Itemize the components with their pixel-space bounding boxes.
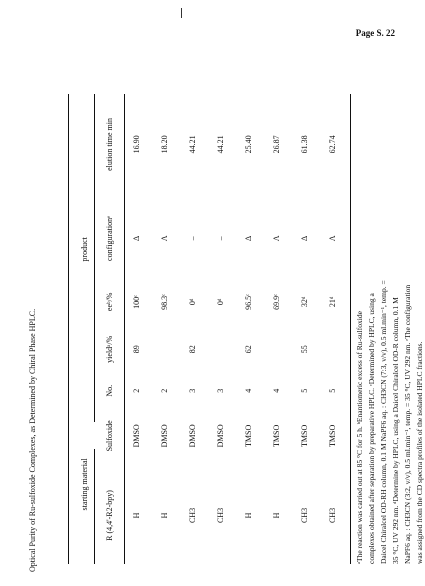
cell-no: 2 (131, 388, 141, 393)
cell-no: 5 (299, 388, 309, 393)
cell-sulfoxide: TMSO (271, 424, 281, 447)
footnote-line: was assigned from the CD spectra profiles of the isolated HPLC fractions. (415, 341, 424, 564)
cell-yield (262, 322, 290, 377)
footnote-line: NaPF6 aq. : CH3CN (3:2, v/v), 0.5 ml.min⁻¹, temp. = 35 °C, UV 292 nm. ᵉThe configuration (403, 284, 412, 564)
cell-yield: 55 (299, 345, 309, 354)
table-row (234, 94, 262, 564)
cell-ee: 98.3ᶜ (159, 293, 169, 310)
col-header-yield: yieldᵃ/% (104, 335, 114, 363)
cell-configuration: Λ (327, 235, 337, 242)
table-row (206, 94, 234, 564)
col-header-r: R (4,4'-R2-bpy) (104, 490, 114, 541)
cell-r: H (243, 512, 253, 519)
table-row (178, 94, 206, 564)
bottom-rule (350, 94, 351, 564)
footnote-line: ᵃThe reaction was carried out at 85 °C for 5 h. ᵇEnantiomeric excess of Ru-sulfoxide (355, 311, 364, 564)
cell-r: H (131, 512, 141, 519)
cell-no: 5 (327, 388, 337, 393)
page-number: Page S. 22 (355, 28, 395, 38)
cell-r: H (271, 512, 281, 519)
cell-ee: 0ᵈ (187, 298, 197, 306)
cell-r: CH3 (187, 507, 197, 524)
cell-elution-time: 26.87 (271, 135, 281, 154)
col-header-configuration: configurationᵉ (104, 215, 114, 261)
group-header-starting: starting material (79, 458, 89, 511)
cell-sulfoxide: DMSO (215, 424, 225, 448)
cell-no: 3 (187, 388, 197, 393)
cell-sulfoxide: DMSO (159, 424, 169, 448)
cell-configuration: Λ (159, 235, 169, 242)
margin-mark (181, 8, 182, 18)
cell-elution-time: 18.20 (159, 135, 169, 154)
cell-ee: 100ᶜ (131, 294, 141, 309)
cell-elution-time: 16.90 (131, 135, 141, 154)
cell-elution-time: 44.21 (187, 135, 197, 154)
cell-elution-time: 44.21 (215, 135, 225, 154)
cell-configuration: Λ (271, 235, 281, 242)
table-row (122, 94, 150, 564)
cell-sulfoxide: DMSO (131, 424, 141, 448)
cell-ee: 96.5ᶜ (243, 293, 253, 310)
cell-r: CH3 (299, 507, 309, 524)
cell-yield (206, 322, 234, 377)
table-row (150, 94, 178, 564)
cell-configuration: Δ (299, 235, 309, 241)
cell-configuration: Δ (243, 235, 253, 241)
cell-yield (150, 322, 178, 377)
cell-no: 2 (159, 388, 169, 393)
cell-yield: 89 (131, 345, 141, 354)
cell-yield: 82 (187, 345, 197, 354)
cell-ee: 69.9ᶜ (271, 293, 281, 310)
table-row (290, 94, 318, 564)
cell-ee: 0ᵈ (215, 298, 225, 306)
col-header-no: No. (104, 384, 114, 397)
optical-purity-table (72, 94, 346, 564)
cell-ee: 32ᵈ (299, 296, 309, 308)
cell-sulfoxide: TMSO (299, 424, 309, 447)
col-header-sulfoxide: Sulfoxide (104, 420, 114, 452)
cell-sulfoxide: TMSO (327, 424, 337, 447)
cell-sulfoxide: DMSO (187, 424, 197, 448)
footnote-line: Daicel Chiralcel OD-RH column, 0.1 M NaPF6 aq. : CH3CN (7:3, v/v), 0.5 ml.min⁻¹, temp. = (379, 280, 388, 564)
rotated-table-block (28, 72, 424, 572)
table-title: Optical Purity of Ru-sulfoxide Complexes, as Determined by Chiral Phase HPLC. (28, 308, 37, 572)
cell-yield: 62 (243, 345, 253, 354)
cell-yield (318, 322, 346, 377)
cell-elution-time: 25.40 (243, 135, 253, 154)
cell-r: CH3 (327, 507, 337, 524)
table-row (318, 94, 346, 564)
cell-r: CH3 (215, 507, 225, 524)
table-footnotes (354, 94, 425, 564)
cell-no: 4 (271, 388, 281, 393)
col-header-elution-time: elution time min (104, 117, 114, 171)
cell-no: 4 (243, 388, 253, 393)
cell-sulfoxide: TMSO (243, 424, 253, 447)
cell-configuration: – (187, 236, 197, 241)
cell-ee: 21ᵈ (327, 296, 337, 308)
cell-configuration: – (215, 236, 225, 241)
cell-r: H (159, 512, 169, 519)
footnote-line: 35 °C, UV 292 nm. ᵈDetermine by HPLC, using a Daicel Chiralcel OD-R column, 0.1 M (391, 297, 400, 564)
cell-configuration: Δ (131, 235, 141, 241)
group-header-product: product (79, 237, 89, 262)
cell-elution-time: 62.74 (327, 135, 337, 154)
cell-no: 3 (215, 388, 225, 393)
cell-elution-time: 61.38 (299, 135, 309, 154)
col-header-ee: eeᵇ/% (104, 292, 114, 312)
table-row (262, 94, 290, 564)
top-rule (68, 94, 69, 564)
footnote-line: complexes obtained after separation by preparative HPLC. ᶜDetermined by HPLC, using a (367, 293, 376, 564)
